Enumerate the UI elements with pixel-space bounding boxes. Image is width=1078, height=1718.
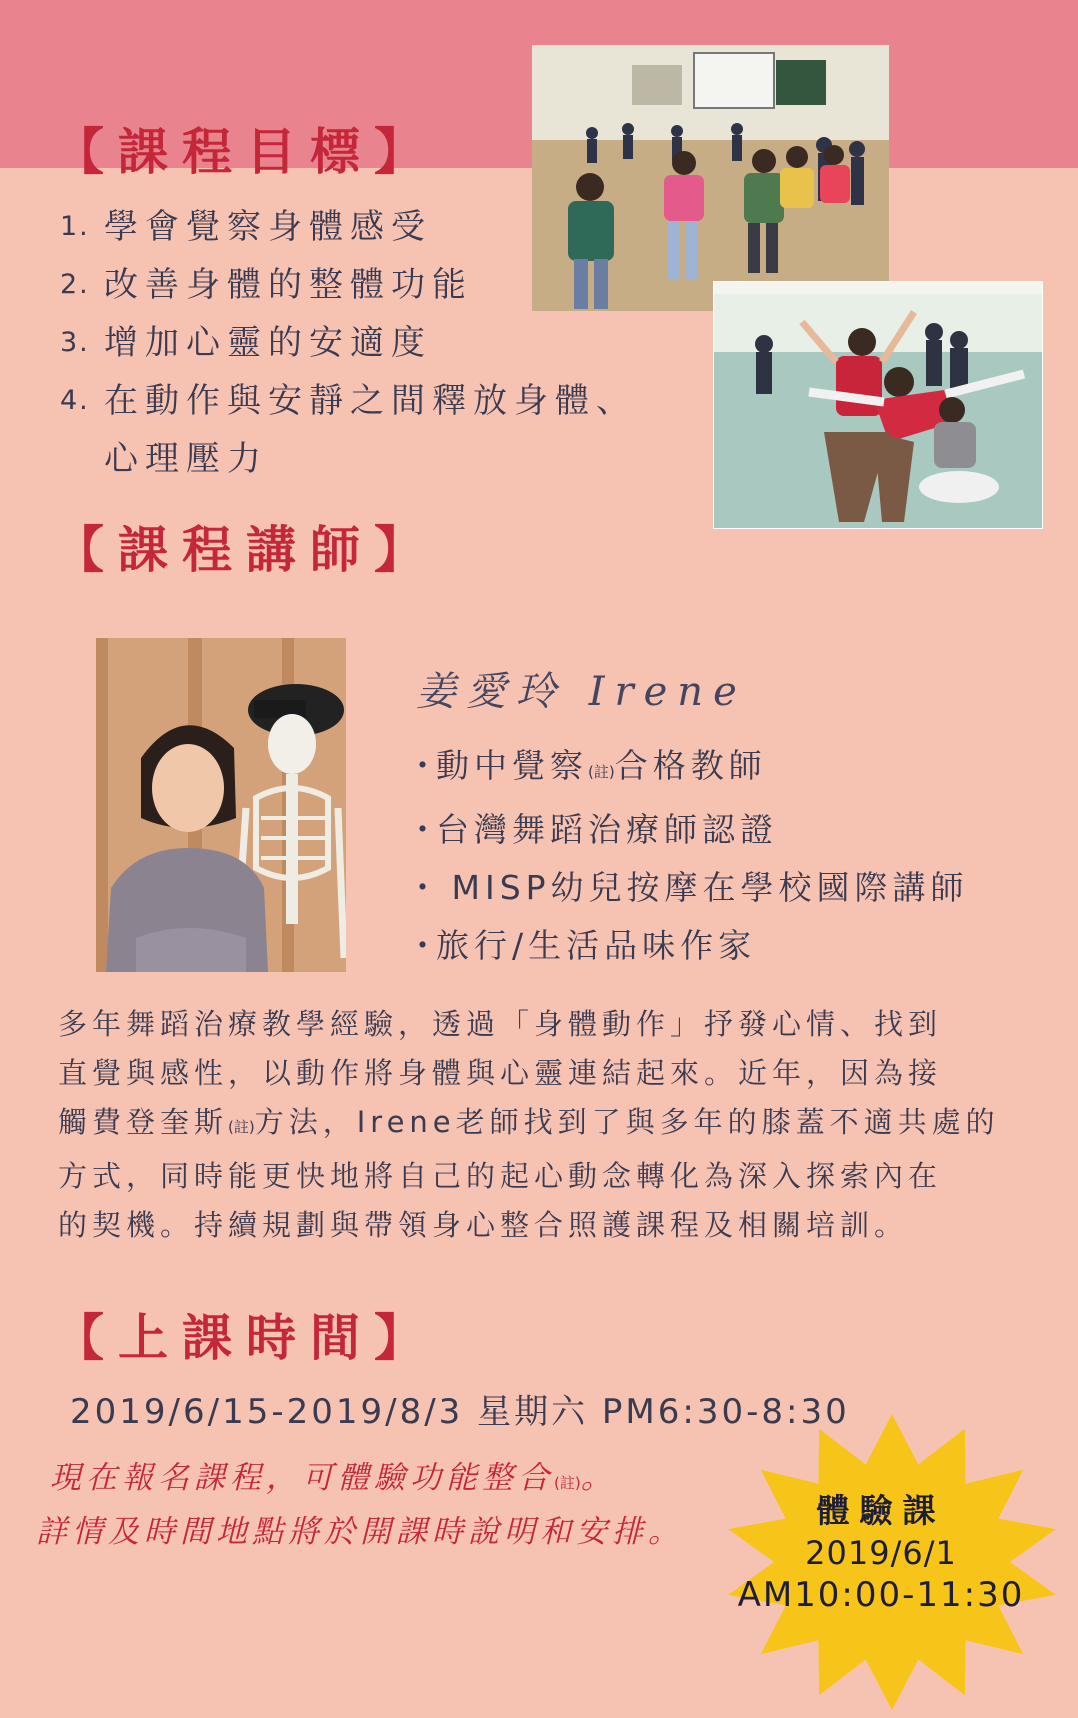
instructor-header: 【課程講師】 xyxy=(54,520,438,579)
trial-class-time: AM10:00-11:30 xyxy=(737,1575,1025,1615)
credential-item: ・動中覺察(註)合格教師 xyxy=(406,746,767,785)
credentials-list xyxy=(406,737,969,975)
trial-class-date: 2019/6/1 xyxy=(805,1534,957,1572)
promo-line: 現在報名課程，可體驗功能整合(註)。 xyxy=(50,1460,617,1496)
bio-line: 方式，同時能更快地將自己的起心動念轉化為深入探索內在 xyxy=(58,1159,943,1193)
goal-item: 3. 增加心靈的安適度 xyxy=(60,323,432,363)
credential-item: ・ MISP幼兒按摩在學校國際講師 xyxy=(406,868,969,907)
goal-item: 2. 改善身體的整體功能 xyxy=(60,265,473,305)
footnote-mark: (註) xyxy=(588,763,615,781)
dance-movement-photo xyxy=(713,281,1043,529)
instructor-name: 姜愛玲 Irene xyxy=(416,669,747,715)
schedule-date-line: 2019/6/15-2019/8/3 星期六 PM6:30-8:30 xyxy=(70,1392,850,1432)
instructor-photo xyxy=(96,638,346,972)
bio-line: 觸費登奎斯(註)方法，Irene老師找到了與多年的膝蓋不適共處的 xyxy=(58,1105,1000,1139)
instructor-bio xyxy=(58,1000,1048,1250)
promo-details-line: 詳情及時間地點將於開課時說明和安排。 xyxy=(36,1514,684,1550)
schedule-header: 【上課時間】 xyxy=(54,1308,438,1367)
footnote-mark: (註) xyxy=(228,1118,255,1136)
credential-item: ・台灣舞蹈治療師認證 xyxy=(406,810,778,849)
goal-item: 1. 學會覺察身體感受 xyxy=(60,207,432,247)
goals-header: 【課程目標】 xyxy=(54,122,438,181)
trial-class-badge xyxy=(722,1490,1040,1616)
credential-item: ・旅行/生活品味作家 xyxy=(406,926,757,965)
trial-class-title: 體驗課 xyxy=(816,1491,946,1530)
class-group-photo xyxy=(532,45,889,311)
bio-line: 的契機。持續規劃與帶領身心整合照護課程及相關培訓。 xyxy=(58,1208,909,1242)
bio-line: 直覺與感性，以動作將身體與心靈連結起來。近年，因為接 xyxy=(58,1056,943,1090)
footnote-mark: (註) xyxy=(554,1474,581,1492)
goal-item: 4. 在動作與安靜之間釋放身體、 心理壓力 xyxy=(60,381,637,479)
bio-line: 多年舞蹈治療教學經驗，透過「身體動作」抒發心情、找到 xyxy=(58,1007,943,1041)
